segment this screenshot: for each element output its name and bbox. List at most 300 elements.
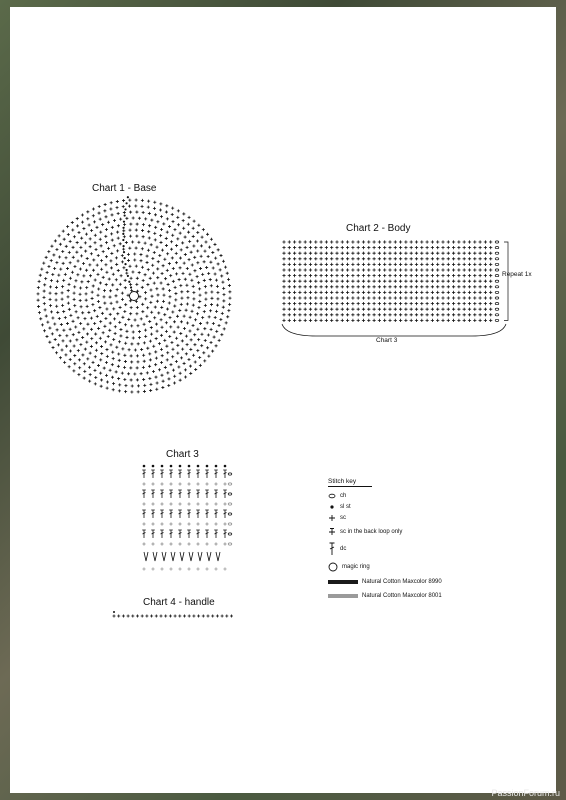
sc-stitch xyxy=(188,216,191,219)
sc-stitch xyxy=(43,290,46,293)
sc-stitch xyxy=(160,306,163,309)
sc-stitch xyxy=(162,222,165,225)
sc-stitch xyxy=(228,297,231,300)
sc-stitch xyxy=(188,258,191,261)
sc-stitch xyxy=(102,276,105,279)
dc-stitch xyxy=(151,490,155,498)
sc-stitch xyxy=(447,302,450,305)
sc-stitch xyxy=(137,384,140,387)
sc-stitch xyxy=(174,292,177,295)
sc-stitch xyxy=(160,215,163,218)
sc-stitch xyxy=(214,522,217,525)
sc-stitch xyxy=(148,224,151,227)
sc-stitch xyxy=(85,299,88,302)
sc-stitch xyxy=(43,329,46,332)
sc-stitch xyxy=(152,345,155,348)
dc-stitch xyxy=(160,470,164,478)
sc-stitch xyxy=(140,372,143,375)
sc-stitch xyxy=(150,219,153,222)
sc-stitch xyxy=(90,328,93,331)
sc-stitch xyxy=(426,268,429,271)
watermark: PassionForum.ru xyxy=(491,788,560,798)
sc-stitch xyxy=(447,252,450,255)
sc-stitch xyxy=(168,262,171,265)
sc-stitch xyxy=(129,211,132,214)
dc-stitch xyxy=(214,510,218,518)
sc-stitch xyxy=(127,259,130,262)
sc-stitch xyxy=(447,257,450,260)
sc-stitch xyxy=(436,302,439,305)
chart3-title: Chart 3 xyxy=(166,449,199,460)
sc-stitch xyxy=(288,291,291,294)
sc-stitch xyxy=(452,257,455,260)
sc-stitch xyxy=(82,327,85,330)
sc-stitch xyxy=(107,335,110,338)
sc-stitch xyxy=(61,291,64,294)
sc-stitch xyxy=(106,387,109,390)
sc-stitch xyxy=(186,267,189,270)
magic-ring-mark xyxy=(130,292,139,301)
dc-cluster-stitch xyxy=(153,552,157,561)
sc-stitch xyxy=(118,321,121,324)
sc-stitch xyxy=(176,352,179,355)
sc-stitch xyxy=(78,231,81,234)
sc-stitch xyxy=(144,291,147,294)
sc-stitch xyxy=(388,291,391,294)
sc-stitch xyxy=(452,274,455,277)
sc-stitch xyxy=(346,280,349,283)
dc-stitch xyxy=(196,490,200,498)
sc-stitch xyxy=(148,236,151,239)
sc-stitch xyxy=(314,240,317,243)
sc-stitch xyxy=(153,201,156,204)
sc-stitch xyxy=(298,263,301,266)
sc-stitch xyxy=(161,272,164,275)
sc-stitch xyxy=(473,268,476,271)
sc-stitch xyxy=(288,246,291,249)
sc-stitch xyxy=(123,235,126,238)
sc-stitch xyxy=(415,257,418,260)
sc-stitch xyxy=(204,339,207,342)
sc-stitch xyxy=(192,354,195,357)
sc-stitch xyxy=(473,246,476,249)
sc-stitch xyxy=(100,244,103,247)
sc-stitch xyxy=(468,274,471,277)
sc-stitch xyxy=(189,348,192,351)
sc-stitch xyxy=(447,274,450,277)
sc-stitch xyxy=(202,615,205,618)
sc-stitch xyxy=(452,302,455,305)
sc-stitch xyxy=(186,290,189,293)
sc-stitch xyxy=(84,241,87,244)
sc-stitch xyxy=(341,280,344,283)
sc-stitch xyxy=(441,280,444,283)
sc-stitch xyxy=(314,313,317,316)
sc-stitch xyxy=(166,217,169,220)
sc-stitch xyxy=(473,302,476,305)
sc-stitch xyxy=(198,356,201,359)
sc-stitch xyxy=(441,313,444,316)
sc-stitch xyxy=(415,240,418,243)
sc-stitch xyxy=(178,567,181,570)
sc-stitch xyxy=(156,381,159,384)
sc-stitch xyxy=(80,237,83,240)
sc-stitch xyxy=(63,361,66,364)
sc-stitch xyxy=(178,542,181,545)
sc-stitch xyxy=(154,363,157,366)
stitch-key-heading: Stitch key xyxy=(328,478,372,487)
key-item-slst xyxy=(328,503,351,511)
sc-stitch xyxy=(222,293,225,296)
sc-stitch xyxy=(192,615,195,618)
sc-stitch xyxy=(116,231,119,234)
sc-stitch xyxy=(410,296,413,299)
sc-stitch xyxy=(117,224,120,227)
sc-stitch xyxy=(320,246,323,249)
sc-stitch xyxy=(112,307,115,310)
sc-stitch xyxy=(484,302,487,305)
sc-stitch xyxy=(154,226,157,229)
sc-stitch xyxy=(463,274,466,277)
sc-stitch xyxy=(415,263,418,266)
sc-stitch xyxy=(293,257,296,260)
sc-stitch xyxy=(109,259,112,262)
sc-stitch xyxy=(53,322,56,325)
sc-stitch xyxy=(330,252,333,255)
sc-stitch xyxy=(463,263,466,266)
sc-stitch xyxy=(309,280,312,283)
sc-stitch xyxy=(167,384,170,387)
sc-stitch xyxy=(90,345,93,348)
sc-stitch xyxy=(171,355,174,358)
sc-stitch xyxy=(325,285,328,288)
sc-stitch xyxy=(346,246,349,249)
sc-stitch xyxy=(404,319,407,322)
sc-stitch xyxy=(468,319,471,322)
sc-stitch xyxy=(154,238,157,241)
sc-stitch xyxy=(203,327,206,330)
sc-stitch xyxy=(144,273,147,276)
sc-stitch xyxy=(320,263,323,266)
sc-stitch xyxy=(81,353,84,356)
sc-stitch xyxy=(169,482,172,485)
sc-stitch xyxy=(351,263,354,266)
sc-stitch xyxy=(179,372,182,375)
magic-ring-symbol-icon xyxy=(328,562,338,572)
sc-stitch xyxy=(37,305,40,308)
sc-stitch xyxy=(341,252,344,255)
sc-stitch xyxy=(288,296,291,299)
sc-stitch xyxy=(96,315,99,318)
sc-stitch xyxy=(37,286,40,289)
sc-stitch xyxy=(185,284,188,287)
sc-stitch xyxy=(436,268,439,271)
sc-stitch xyxy=(174,298,177,301)
sc-stitch xyxy=(109,208,112,211)
sc-stitch xyxy=(58,317,61,320)
sc-stitch xyxy=(127,372,130,375)
sc-stitch xyxy=(415,246,418,249)
stitch-key xyxy=(328,478,528,608)
sc-stitch xyxy=(420,274,423,277)
sc-stitch xyxy=(105,271,108,274)
sc-stitch xyxy=(346,263,349,266)
sc-stitch xyxy=(49,304,52,307)
sc-stitch xyxy=(151,567,154,570)
sc-stitch xyxy=(105,255,108,258)
sc-stitch xyxy=(110,302,113,305)
sc-stitch xyxy=(436,280,439,283)
dc-stitch xyxy=(142,470,146,478)
sc-stitch xyxy=(399,296,402,299)
sc-stitch xyxy=(219,318,222,321)
sc-stitch xyxy=(404,308,407,311)
sc-stitch xyxy=(186,322,189,325)
ch-turn-mark xyxy=(495,280,499,282)
sc-stitch xyxy=(118,340,121,343)
sc-stitch xyxy=(468,263,471,266)
sc-stitch xyxy=(309,319,312,322)
sc-stitch xyxy=(426,246,429,249)
sc-stitch xyxy=(156,330,159,333)
sc-stitch xyxy=(489,257,492,260)
sc-stitch xyxy=(314,252,317,255)
sc-stitch xyxy=(103,295,106,298)
sc-stitch xyxy=(426,280,429,283)
sc-stitch xyxy=(399,319,402,322)
sc-stitch xyxy=(187,223,190,226)
sc-stitch xyxy=(88,263,91,266)
dc-cluster-stitch xyxy=(198,552,202,561)
sc-stitch xyxy=(80,254,83,257)
sc-stitch xyxy=(132,336,135,339)
sc-stitch xyxy=(92,361,95,364)
sc-stitch xyxy=(131,271,134,274)
slst-seam-mark xyxy=(123,221,125,223)
sc-stitch xyxy=(216,304,219,307)
sc-stitch xyxy=(72,333,75,336)
sc-stitch xyxy=(119,306,122,309)
sc-stitch xyxy=(457,252,460,255)
sc-stitch xyxy=(79,322,82,325)
sc-stitch xyxy=(468,257,471,260)
sc-stitch xyxy=(156,267,159,270)
sc-stitch xyxy=(410,246,413,249)
sc-stitch xyxy=(85,233,88,236)
sc-stitch xyxy=(335,274,338,277)
sc-stitch xyxy=(473,313,476,316)
sc-stitch xyxy=(193,333,196,336)
sc-stitch xyxy=(135,265,138,268)
sc-stitch xyxy=(166,269,169,272)
sc-stitch xyxy=(72,369,75,372)
sc-stitch xyxy=(357,319,360,322)
dc-cluster-stitch xyxy=(189,552,193,561)
sc-stitch xyxy=(330,268,333,271)
sc-stitch xyxy=(194,318,197,321)
sc-stitch xyxy=(154,376,157,379)
sc-stitch xyxy=(55,248,58,251)
sc-stitch xyxy=(188,615,191,618)
sc-stitch xyxy=(171,256,174,259)
sc-stitch xyxy=(100,352,103,355)
sc-stitch xyxy=(351,240,354,243)
sc-stitch xyxy=(383,274,386,277)
sc-stitch xyxy=(399,274,402,277)
sc-stitch xyxy=(415,291,418,294)
sc-stitch xyxy=(225,615,228,618)
sc-stitch xyxy=(367,296,370,299)
sc-stitch xyxy=(479,280,482,283)
sc-stitch xyxy=(50,245,53,248)
sc-stitch xyxy=(335,263,338,266)
sc-stitch xyxy=(298,274,301,277)
sc-stitch xyxy=(325,313,328,316)
sc-stitch xyxy=(177,223,180,226)
sc-stitch xyxy=(441,285,444,288)
sc-stitch xyxy=(47,250,50,253)
sc-stitch xyxy=(151,482,154,485)
chart1-base-diagram xyxy=(29,191,239,401)
sc-stitch xyxy=(215,310,218,313)
sc-stitch xyxy=(94,382,97,385)
sc-stitch xyxy=(150,295,153,298)
sc-stitch xyxy=(79,267,82,270)
sc-stitch xyxy=(447,296,450,299)
sc-stitch xyxy=(178,615,181,618)
sc-stitch xyxy=(165,345,168,348)
sc-stitch xyxy=(373,291,376,294)
sc-stitch xyxy=(394,308,397,311)
sc-stitch xyxy=(92,214,95,217)
sc-stitch xyxy=(178,278,181,281)
dc-stitch xyxy=(178,490,182,498)
sc-stitch xyxy=(204,298,207,301)
sc-stitch xyxy=(214,482,217,485)
sc-stitch xyxy=(399,268,402,271)
sc-stitch xyxy=(473,319,476,322)
sc-stitch xyxy=(83,362,86,365)
sc-stitch xyxy=(151,264,154,267)
sc-stitch xyxy=(198,294,201,297)
sc-stitch xyxy=(196,231,199,234)
sc-stitch xyxy=(452,296,455,299)
sc-stitch xyxy=(388,280,391,283)
sc-stitch xyxy=(378,240,381,243)
sc-stitch xyxy=(325,268,328,271)
sc-stitch xyxy=(420,319,423,322)
sc-stitch xyxy=(133,259,136,262)
sc-stitch xyxy=(105,215,108,218)
sc-stitch xyxy=(203,250,206,253)
sc-stitch xyxy=(61,250,64,253)
sc-stitch xyxy=(473,274,476,277)
sc-stitch xyxy=(43,296,46,299)
sc-stitch xyxy=(177,209,180,212)
sc-stitch xyxy=(61,304,64,307)
sc-stitch xyxy=(383,257,386,260)
sc-stitch xyxy=(141,310,144,313)
sc-stitch xyxy=(367,313,370,316)
sc-stitch xyxy=(171,311,174,314)
sc-stitch xyxy=(351,302,354,305)
sc-stitch xyxy=(115,346,118,349)
sc-stitch xyxy=(83,377,86,380)
sc-stitch xyxy=(111,213,114,216)
sc-stitch xyxy=(309,240,312,243)
sc-stitch xyxy=(463,246,466,249)
sc-stitch xyxy=(150,333,153,336)
sc-stitch xyxy=(309,263,312,266)
sc-stitch xyxy=(293,246,296,249)
sc-stitch xyxy=(452,246,455,249)
sc-stitch xyxy=(479,302,482,305)
sc-stitch xyxy=(394,274,397,277)
sc-stitch xyxy=(75,310,78,313)
sc-stitch xyxy=(341,319,344,322)
sc-stitch xyxy=(140,259,143,262)
sc-stitch xyxy=(388,240,391,243)
sc-stitch xyxy=(105,348,108,351)
sc-stitch xyxy=(325,240,328,243)
sc-stitch xyxy=(62,329,65,332)
sc-stitch xyxy=(335,252,338,255)
sc-stitch xyxy=(86,305,89,308)
sc-stitch xyxy=(179,257,182,260)
sc-stitch xyxy=(105,361,108,364)
sc-stitch xyxy=(367,246,370,249)
sc-stitch xyxy=(210,303,213,306)
sc-stitch xyxy=(148,212,151,215)
sc-stitch xyxy=(79,343,82,346)
sc-stitch xyxy=(138,330,141,333)
sc-stitch xyxy=(218,339,221,342)
sc-stitch xyxy=(298,302,301,305)
sc-stitch xyxy=(124,323,127,326)
sc-stitch xyxy=(431,313,434,316)
sc-stitch xyxy=(109,313,112,316)
sc-stitch xyxy=(293,313,296,316)
sc-stitch xyxy=(55,292,58,295)
sc-stitch xyxy=(404,252,407,255)
sc-stitch xyxy=(208,246,211,249)
sc-stitch xyxy=(186,343,189,346)
dc-cluster-stitch xyxy=(180,552,184,561)
sc-stitch xyxy=(124,303,127,306)
sc-stitch xyxy=(156,246,159,249)
sc-stitch xyxy=(155,388,158,391)
sc-stitch xyxy=(52,253,55,256)
sc-stitch xyxy=(131,615,134,618)
sc-stitch xyxy=(210,238,213,241)
dc-stitch xyxy=(223,510,227,518)
sc-stitch xyxy=(51,273,54,276)
sc-stitch xyxy=(171,348,174,351)
sc-stitch xyxy=(383,285,386,288)
sc-stitch xyxy=(288,252,291,255)
sc-stitch xyxy=(220,254,223,257)
sc-stitch xyxy=(367,291,370,294)
slst-stitch xyxy=(113,611,115,613)
sc-stitch xyxy=(217,262,220,265)
sc-stitch xyxy=(214,257,217,260)
sc-stitch xyxy=(168,295,171,298)
sc-stitch xyxy=(463,313,466,316)
sc-stitch xyxy=(147,249,150,252)
sc-stitch xyxy=(184,375,187,378)
sc-stitch xyxy=(341,263,344,266)
sc-stitch xyxy=(123,310,126,313)
